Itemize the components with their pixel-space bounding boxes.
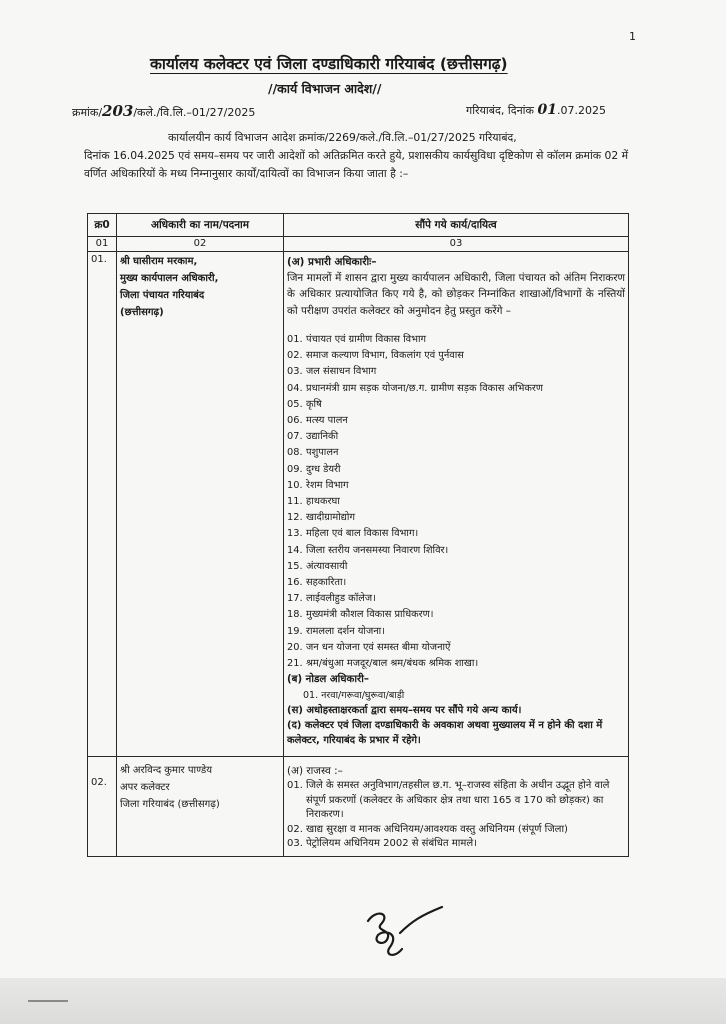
officer-state: (छत्तीसगढ़) [120,307,164,318]
column-number: 01 [88,237,117,252]
place-date [466,102,606,118]
department-item: 21. श्रम/बंधुआ मजदूर/बाल श्रम/बंधक श्रमिक शाखा। [287,657,479,669]
department-item: 20. जन धन योजना एवं समस्त बीमा योजनाऐं [287,641,451,653]
department-item: 05. कृषि [287,398,322,410]
officer-office: जिला पंचायत गरियाबंद [120,290,205,301]
order-suffix: /कले./वि.लि.–01/27/2025 [133,106,256,119]
order-prefix: क्रमांक/ [72,106,103,119]
revenue-item: 01. जिले के समस्त अनुविभाग/तहसील छ.ग. भू–राजस्व संहिता के अधीन उद्भूत होने वाले संपूर्ण प्रकरणों (कलेक्टर के अधिकार क्षेत्र तथा धारा 165 व 170 को छोड़कर) का निराकरण। [287,780,610,821]
column-number-row [88,237,629,252]
signature-icon [360,903,450,963]
department-item: 07. उद्यानिकी [287,431,339,443]
work-division-table [87,213,629,857]
table-row [88,757,629,857]
department-item: 15. अंत्यावसायी [287,560,348,572]
department-item: 19. रामलला दर्शन योजना। [287,625,385,637]
department-item: 10. रेशम विभाग [287,479,349,491]
header-duties: सौंपे गये कार्य/दायित्व [284,214,629,237]
date-rest: .07.2025 [556,104,606,117]
department-item: 03. जल संसाधन विभाग [287,366,377,378]
department-item: 11. हाथकरघा [287,495,340,507]
revenue-title: (अ) राजस्व :– [287,765,343,778]
header-officer: अधिकारी का नाम/पदनाम [117,214,284,237]
order-subtitle: //कार्य विभाजन आदेश// [268,81,382,96]
page-number: 1 [629,30,636,43]
officer-name: श्री अरविन्द कुमार पाण्डेय [120,765,212,777]
department-item: 14. जिला स्तरीय जनसमस्या निवारण शिविर। [287,544,449,556]
intro-line-1: कार्यालयीन कार्य विभाजन आदेश क्रमांक/2269/कले./वि.लि.–01/27/2025 गरियाबंद, [168,131,517,144]
order-reference [72,102,255,120]
intro-paragraph [84,129,650,183]
department-item: 17. लाईवलीहुड कॉलेज। [287,593,376,605]
officer-cell [117,252,284,757]
column-number: 02 [117,237,284,252]
department-item: 01. पंचायत एवं ग्रामीण विकास विभाग [287,333,427,345]
column-number: 03 [284,237,629,252]
department-item: 09. दुग्ध डेयरी [287,463,341,475]
officer-designation: मुख्य कार्यपालन अधिकारी, [120,273,219,284]
department-item: 08. पशुपालन [287,447,339,459]
row-sno: 01. [88,252,117,757]
department-item: 13. महिला एवं बाल विकास विभाग। [287,528,419,540]
officer-office: जिला गरियाबंद (छत्तीसगढ़) [120,799,220,811]
place-date-prefix: गरियाबंद, दिनांक [466,104,534,117]
section-a-paragraph: जिन मामलों में शासन द्वारा मुख्य कार्यपालन अधिकारी, जिला पंचायत को अंतिम निराकरण के अधिकार प्रत्यायोजित किए गये है, को छोड़कर निम्नांकित शाखाओं/विभागों के नस्तियों को परीक्षण उपरांत कलेक्टर को अनुमोदन हेतु प्रस्तुत करेंगे – [287,272,625,317]
revenue-item: 02. खाद्य सुरक्षा व मानक अधिनियम/आवश्यक वस्तु अधिनियम (संपूर्ण जिला) [287,823,568,835]
department-item: 12. खादीग्रामोद्योग [287,512,355,524]
section-b-item: 01. नरवा/गरूवा/घुरूवा/बाड़ी [303,690,405,702]
office-title: कार्यालय कलेक्टर एवं जिला दण्डाधिकारी गरियाबंद (छत्तीसगढ़) [150,55,508,73]
table-header-row [88,214,629,237]
department-list [287,332,625,672]
duties-cell [284,757,629,857]
intro-rest: दिनांक 16.04.2025 एवं समय–समय पर जारी आदेशों को अतिक्रमित करते हुये, प्रशासकीय कार्यसुविधा दृष्टिकोण से कॉलम क्रमांक 02 में वर्णित अधिकारियों के मध्य निम्नानुसार कार्यों/दायित्वों का विभाजन किया जाता है :– [84,149,629,180]
section-s: (स) अधोहस्ताक्षरकर्ता द्वारा समय–समय पर सौंपे गये अन्य कार्य। [287,705,522,717]
department-item: 04. प्रधानमंत्री ग्राम सड़क योजना/छ.ग. ग्रामीण सड़क विकास अभिकरण [287,382,543,394]
duties-cell [284,252,629,757]
section-b-title: (ब) नोडल अधिकारी– [287,674,369,686]
officer-designation: अपर कलेक्टर [120,782,170,794]
department-item: 02. समाज कल्याण विभाग, विकलांग एवं पुर्नवास [287,350,464,362]
section-d: (द) कलेक्टर एवं जिला दण्डाधिकारी के अवकाश अथवा मुख्यालय में न होने की दशा में कलेक्टर, गरियाबंद के प्रभार में रहेगे। [287,720,603,747]
officer-name: श्री घासीराम मरकाम, [120,256,198,267]
officer-cell [117,757,284,857]
revenue-item: 03. पेट्रोलियम अधिनियम 2002 से संबंधित मामले। [287,838,477,850]
scan-mark [28,1000,68,1002]
revenue-list [287,779,625,856]
table-row [88,252,629,757]
department-item: 18. मुख्यमंत्री कौशल विकास प्राधिकरण। [287,609,434,621]
department-item: 16. सहकारिता। [287,576,347,588]
header-sno: क्र0 [88,214,117,237]
page-bottom-edge [0,978,726,1024]
row-sno: 02. [88,757,117,857]
order-number-handwritten: 203 [102,102,134,120]
department-item: 06. मत्स्य पालन [287,414,348,426]
section-a-title: (अ) प्रभारी अधिकारीः– [287,256,377,268]
date-day-handwritten: 01 [537,102,557,118]
